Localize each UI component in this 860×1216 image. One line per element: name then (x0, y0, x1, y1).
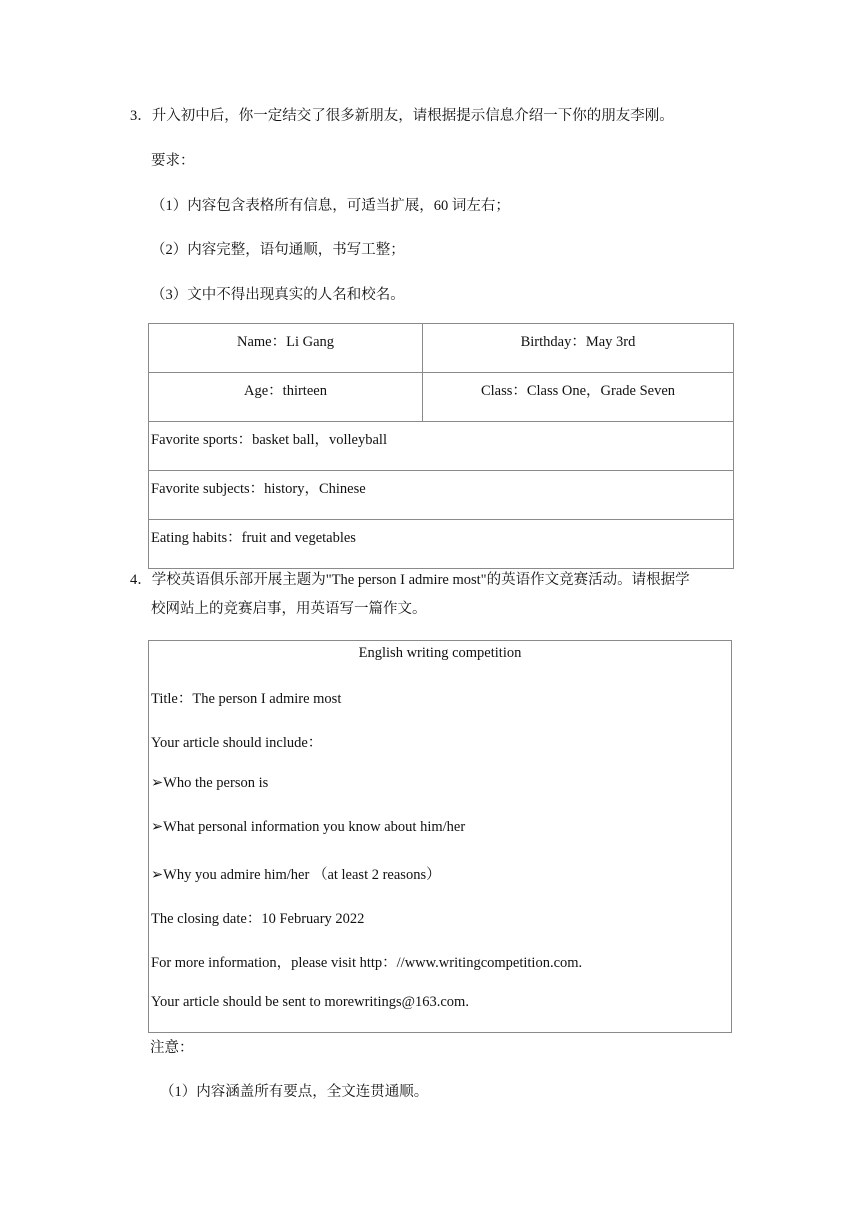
requirement-1: （1）内容包含表格所有信息，可适当扩展，60 词左右； (151, 198, 510, 214)
competition-heading: English writing competition (358, 645, 522, 661)
birthday-cell: Birthday：May 3rd (423, 324, 734, 373)
subjects-cell: Favorite subjects：history，Chinese (149, 471, 734, 520)
bullet-item: ➢Why you admire him/her （at least 2 reasons） (151, 867, 441, 883)
send-address: Your article should be sent to morewritings@163.com. (151, 994, 469, 1010)
bullet-item: ➢Who the person is (151, 775, 269, 791)
eating-habits-cell: Eating habits：fruit and vegetables (149, 520, 734, 569)
table-row (149, 520, 734, 569)
note-1: （1）内容涵盖所有要点，全文连贯通顺。 (160, 1084, 429, 1100)
requirement-3: （3）文中不得出现真实的人名和校名。 (151, 287, 405, 303)
table-row (149, 373, 734, 422)
note-label: 注意： (150, 1040, 194, 1056)
question-4-prompt-line-1: 4．学校英语俱乐部开展主题为"The person I admire most"的英语作文竞赛活动。请根据学 (130, 572, 690, 588)
age-cell: Age：thirteen (149, 373, 423, 422)
include-label: Your article should include： (151, 735, 323, 751)
class-cell: Class：Class One，Grade Seven (423, 373, 734, 422)
table-row (149, 422, 734, 471)
sports-cell: Favorite sports：basket ball，volleyball (149, 422, 734, 471)
question-4-prompt-line-2: 校网站上的竞赛启事，用英语写一篇作文。 (151, 601, 427, 617)
competition-notice-box (148, 640, 732, 1033)
table-row (149, 324, 734, 373)
table-row (149, 471, 734, 520)
question-3-prompt: 3．升入初中后，你一定结交了很多新朋友，请根据提示信息介绍一下你的朋友李刚。 (130, 108, 674, 124)
requirements-label: 要求： (151, 153, 195, 169)
competition-title: Title：The person I admire most (151, 691, 342, 707)
friend-info-table (148, 323, 734, 569)
more-info: For more information，please visit http：//www.writingcompetition.com. (151, 955, 583, 971)
requirement-2: （2）内容完整，语句通顺，书写工整； (151, 242, 405, 258)
name-cell: Name：Li Gang (149, 324, 423, 373)
closing-date: The closing date：10 February 2022 (151, 911, 365, 927)
bullet-item: ➢What personal information you know about him/her (151, 819, 466, 835)
